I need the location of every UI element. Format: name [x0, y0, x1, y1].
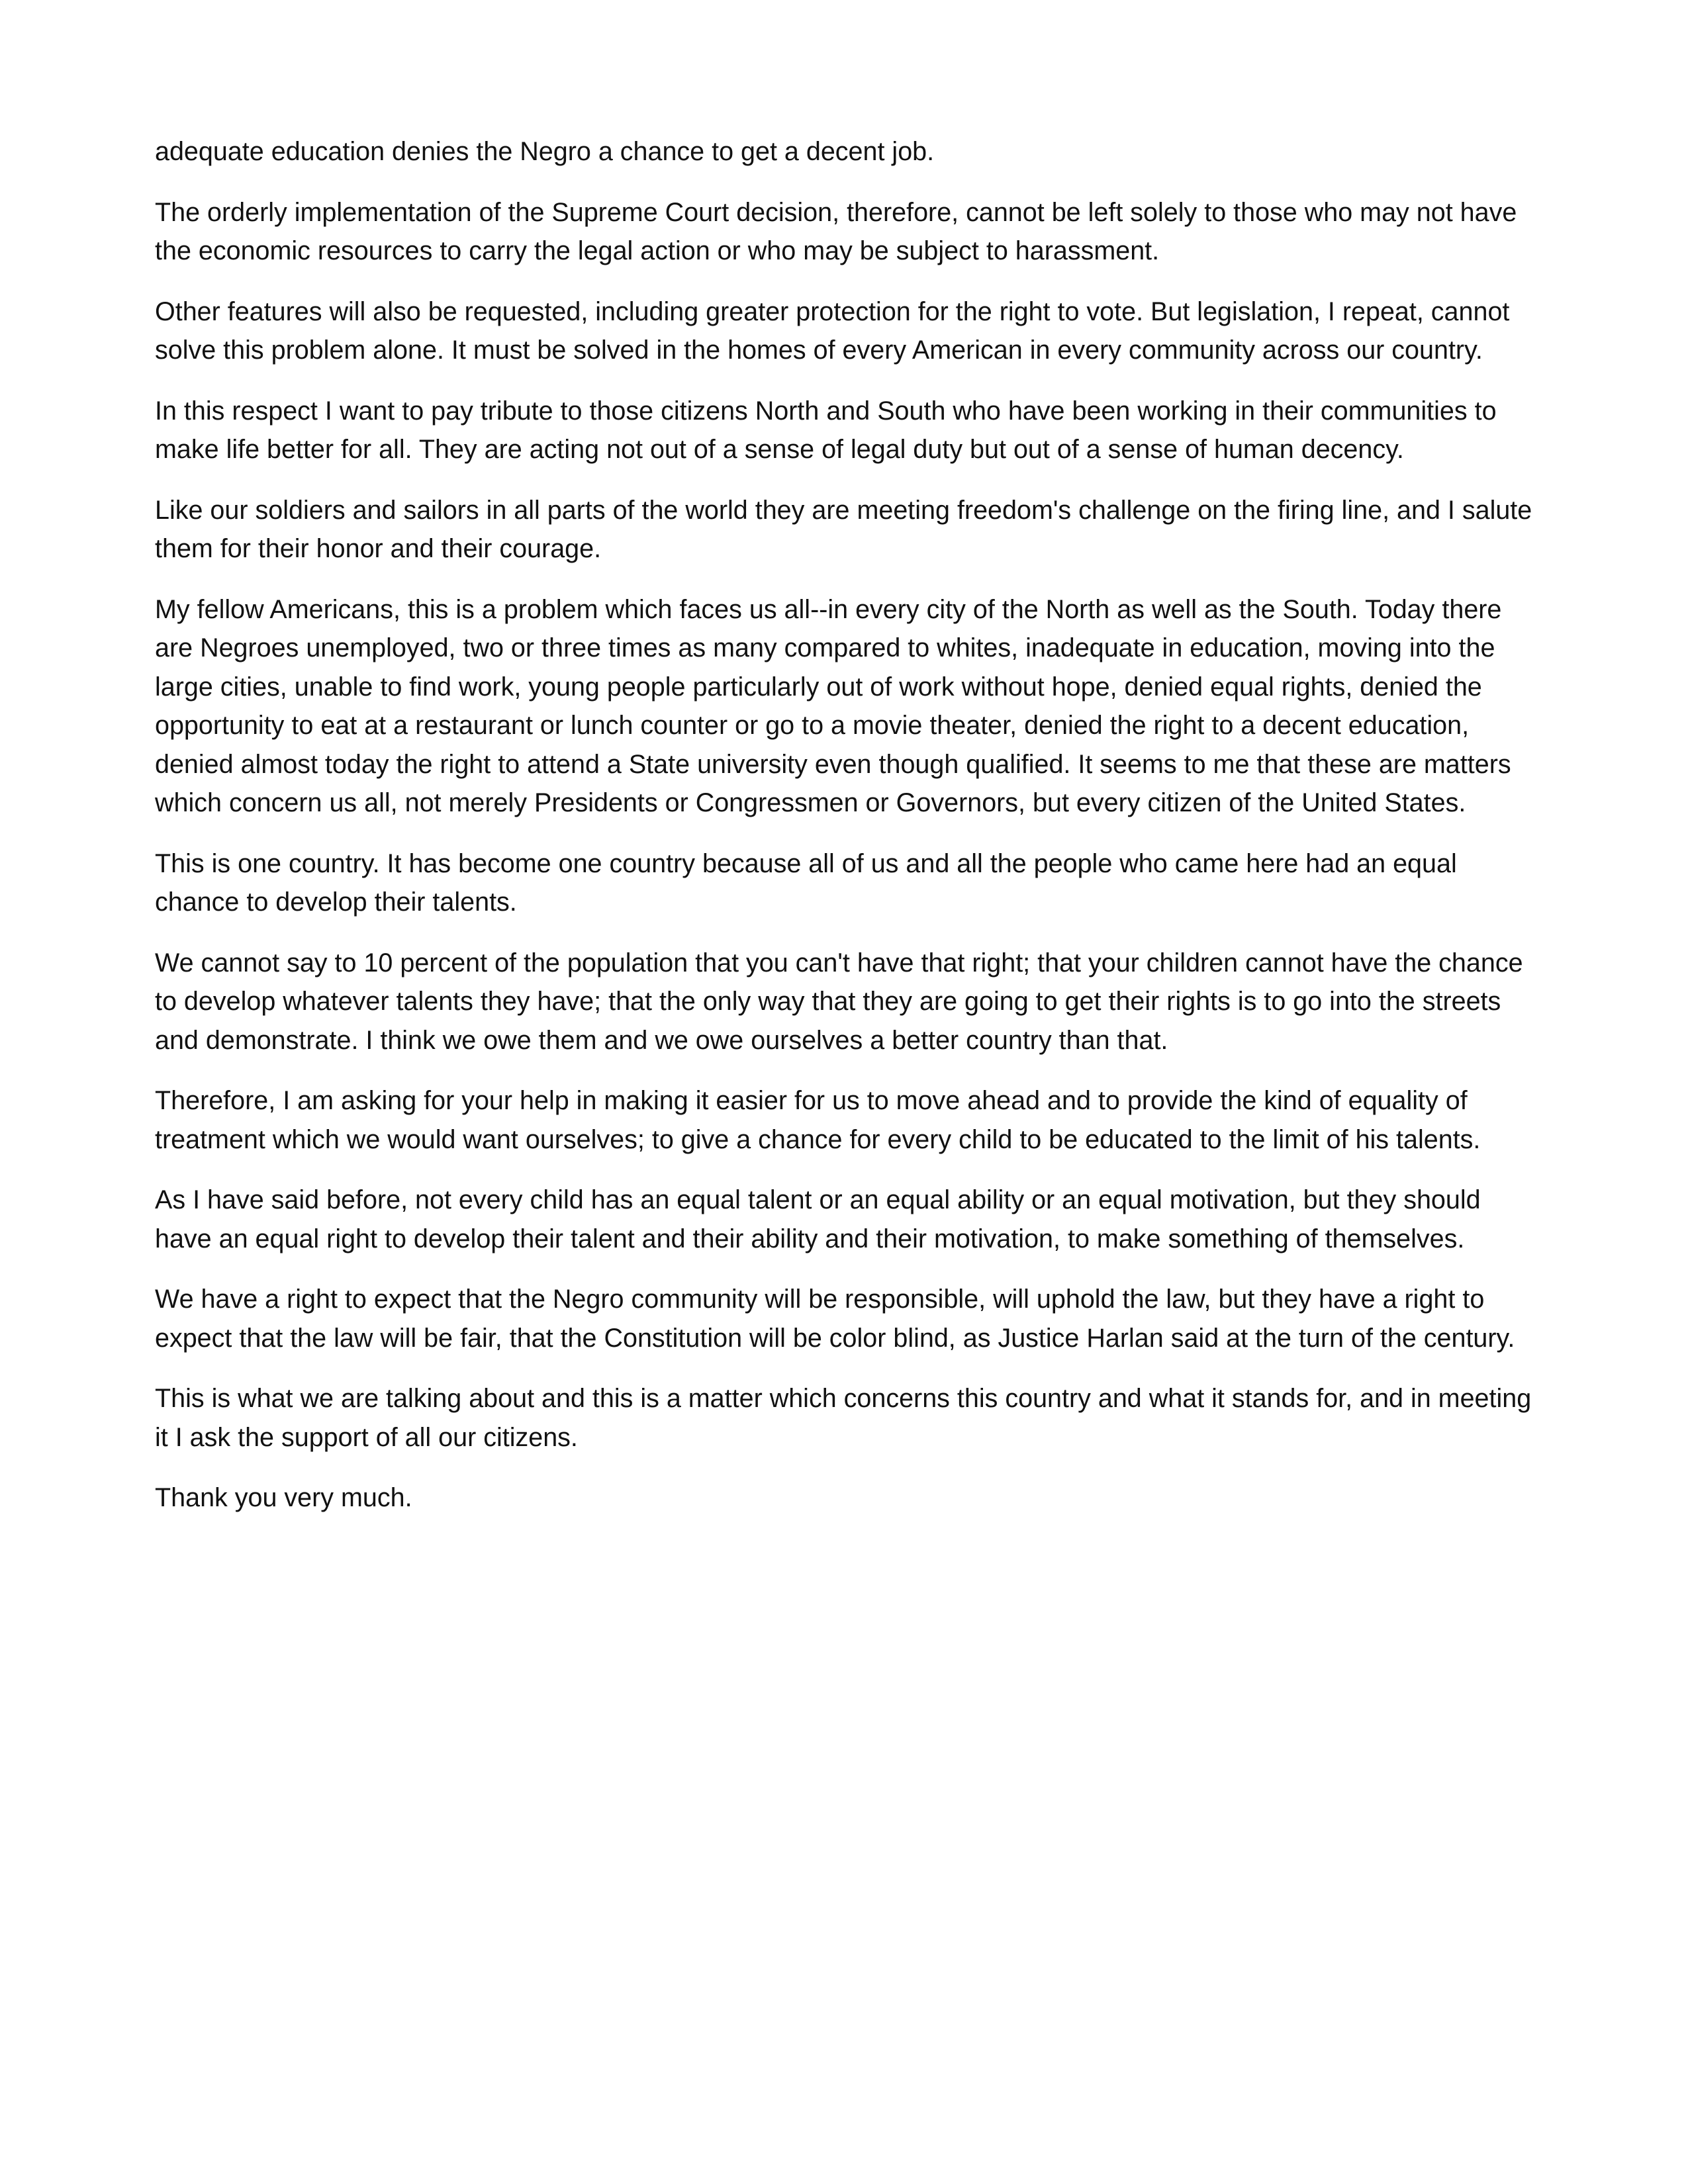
paragraph: This is what we are talking about and this is a matter which concerns this country and what it stands for, and in meeting it I ask the support of all our citizens. [155, 1384, 1532, 1452]
document-body [155, 132, 1538, 1539]
paragraph: In this respect I want to pay tribute to those citizens North and South who have been working in their communities to make life better for all. They are acting not out of a sense of legal duty but out of a sense of human decency. [155, 396, 1497, 464]
paragraph: Other features will also be requested, including greater protection for the right to vote. But legislation, I repeat, cannot solve this problem alone. It must be solved in the homes of every American in every community across our country. [155, 296, 1510, 365]
paragraph: As I have said before, not every child has an equal talent or an equal ability or an equal motivation, but they should have an equal right to develop their talent and their ability and their motivation, to make something of themselves. [155, 1185, 1481, 1253]
paragraph: Therefore, I am asking for your help in making it easier for us to move ahead and to provide the kind of equality of treatment which we would want ourselves; to give a chance for every child to be educated to the limit of his talents. [155, 1086, 1481, 1154]
paragraph: The orderly implementation of the Supreme Court decision, therefore, cannot be left solely to those who may not have the economic resources to carry the legal action or who may be subject to harassment. [155, 197, 1517, 265]
paragraph: Like our soldiers and sailors in all parts of the world they are meeting freedom's challenge on the firing line, and I salute them for their honor and their courage. [155, 495, 1532, 563]
paragraph: We cannot say to 10 percent of the population that you can't have that right; that your children cannot have the chance to develop whatever talents they have; that the only way that they are going to get their rights is to go into the streets and demonstrate. I think we owe them and we owe ourselves a better country than that. [155, 948, 1523, 1055]
paragraph: This is one country. It has become one country because all of us and all the people who came here had an equal chance to develop their talents. [155, 848, 1457, 917]
paragraph: adequate education denies the Negro a chance to get a decent job. [155, 137, 935, 166]
paragraph: We have a right to expect that the Negro community will be responsible, will uphold the law, but they have a right to expect that the law will be fair, that the Constitution will be color blind, as Justice Harlan said at the turn of the century. [155, 1285, 1515, 1353]
paragraph: My fellow Americans, this is a problem which faces us all--in every city of the North as well as the South. Today there are Negroes unemployed, two or three times as many compared to whites, inadequate in education, moving into the large cities, unable to find work, young people particularly out of work without hope, denied equal rights, denied the opportunity to eat at a restaurant or lunch counter or go to a movie theater, denied the right to a decent education, denied almost today the right to attend a State university even though qualified. It seems to me that these are matters which concern us all, not merely Presidents or Congressmen or Governors, but every citizen of the United States. [155, 594, 1511, 817]
closing-line: Thank you very much. [155, 1483, 412, 1512]
